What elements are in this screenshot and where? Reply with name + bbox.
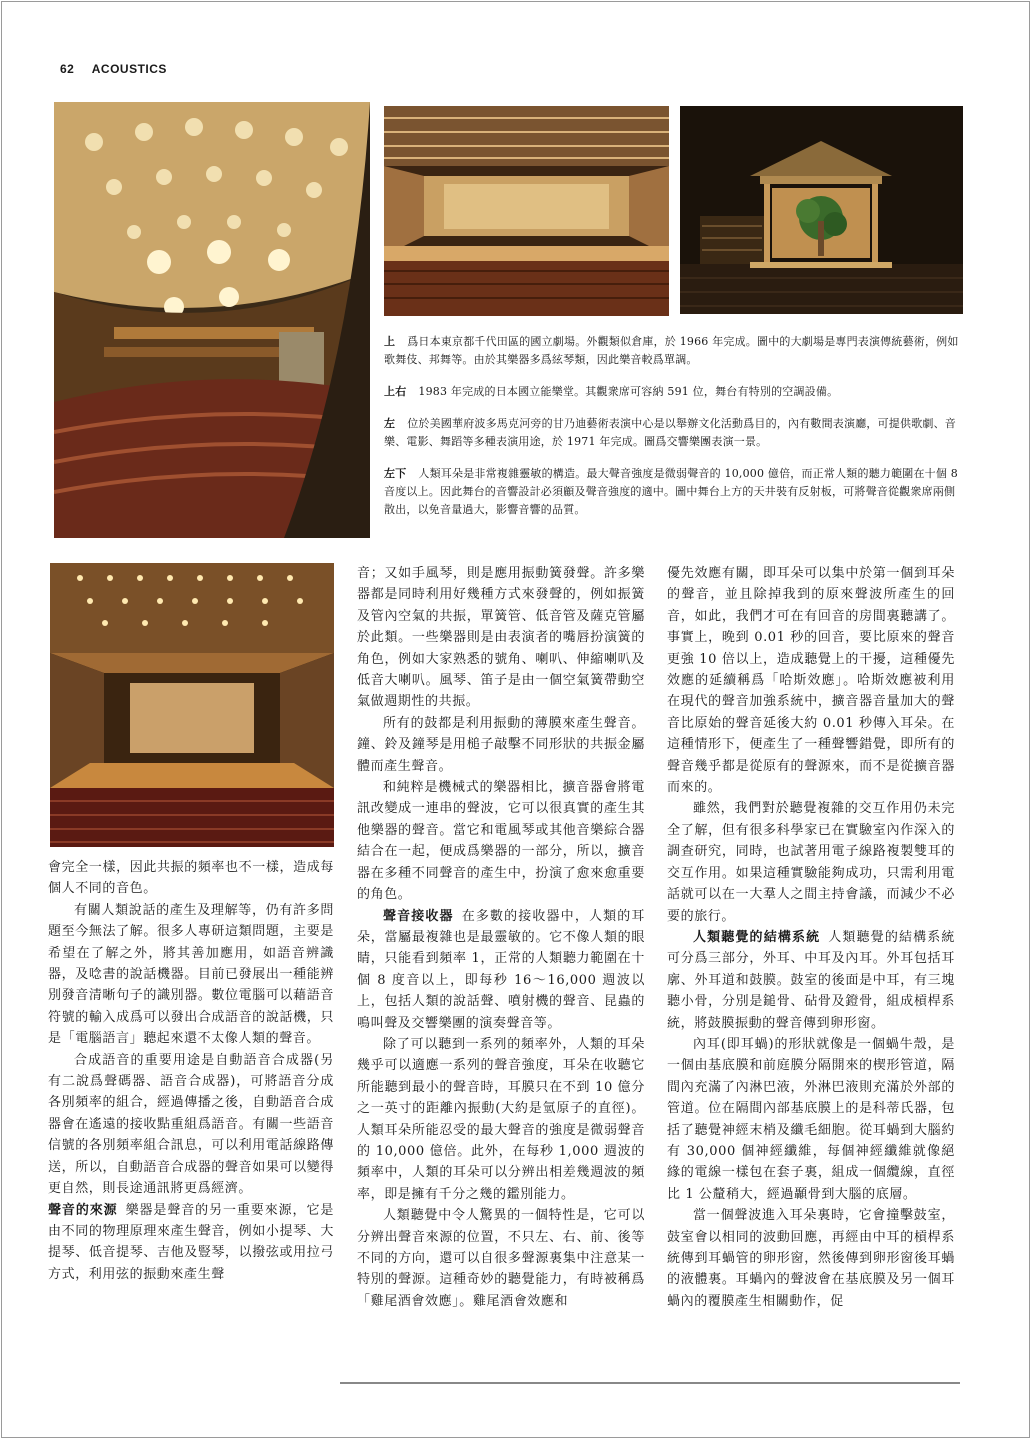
paragraph: 和純粹是機械式的樂器相比，擴音器會將電訊改變成一連串的聲波，它可以很真實的產生其他樂器的聲音。當它和電風琴或其他音樂綜合器結合在一起，便成爲樂器的一部分，所以，擴音器在多種不同聲音的產生中，扮演了愈來愈重要的角色。 [357,780,645,903]
paragraph: 所有的鼓都是利用振動的薄膜來產生聲音。鐘、鈴及鐘琴是用槌子敲擊不同形狀的共振金屬體而產生聲音。 [357,715,645,774]
concert-hall-photo [54,102,370,538]
paragraph: 會完全一樣，因此共振的頻率也不一樣，造成每個人不同的音色。 [48,860,334,897]
paragraph: 人類聽覺的結構系統 人類聽覺的結構系統可分爲三部分，外耳、中耳及內耳。外耳包括耳廓、外耳道和鼓膜。鼓室的後面是中耳，有三塊聽小骨，分別是鎚骨、砧骨及鐙骨，組成槓桿系統，將鼓膜振動的聲音傳到卵形窗。 [667,929,955,1031]
section-title: ACOUSTICS [91,62,167,76]
caption-top: 上 爲日本東京都千代田區的國立劇場。外觀類似倉庫，於 1966 年完成。圖中的大劇場是專門表演傳統藝術，例如歌舞伎、邦舞等。由於其樂器多爲絃琴類，因此樂音較爲單調。 [384,335,959,366]
paragraph: 除了可以聽到一系列的頻率外，人類的耳朵幾乎可以適應一系列的聲音強度，耳朵在收聽它所能聽到最小的聲音時，耳膜只在不到 10 億分之一英寸的距離內振動(大約是氫原子的直徑)。人類耳朵所能忍受的最大聲音的強度是微弱聲音的 10,000 億倍。此外，在每秒 1,000 週波的頻率中，人類的耳朵可以分辨出相差幾週波的頻率，即是擁有千分之幾的鑑別能力。 [357,1036,645,1202]
paragraph: 雖然，我們對於聽覺複雜的交互作用仍未完全了解，但有很多科學家已在實驗室內作深入的調查研究，同時，也試著用電子線路複製雙耳的交互作用。如果這種實驗能夠成功，只需利用電話就可以在一大羣人之間主持會議，而減少不必要的旅行。 [667,801,955,924]
caption-top-right: 上右 1983 年完成的日本國立能樂堂。其觀衆席可容納 591 位，舞台有特別的空調設備。 [384,385,839,398]
paragraph: 內耳(即耳蝸)的形狀就像是一個蝸牛殼，是一個由基底膜和前庭膜分隔開來的楔形管道，隔間內充滿了內淋巴液，外淋巴液則充滿於外部的管道。位在隔間內部基底膜上的是科蒂氏器，包括了聽覺神經末梢及纖毛細胞。從耳蝸到大腦約有 30,000 個神經纖維，每個神經纖維就像絕緣的電線一樣包在套子裏，組成一個纜線，直徑比 1 公釐稍大，經過顳骨到大腦的底層。 [667,1036,955,1202]
paragraph: 優先效應有關，即耳朵可以集中於第一個到耳朵的聲音，並且除掉我到的原來聲波所產生的回音，如此，我們才可在有回音的房間裏聽講了。事實上，晚到 0.01 秒的回音，要比原來的聲音更強 10 倍以上，造成聽覺上的干擾，這種優先效應的延續稱爲「哈斯效應」。哈斯效應被利用在現代的聲音加強系統中，擴音器音量加大的聲音比原始的聲音延後大約 0.01 秒傳入耳朵。在這種情形下，便產生了一種聲響錯覺，即所有的聲音幾乎都是從原有的聲源來，而不是從擴音器而來的。 [667,566,955,796]
paragraph: 有關人類說話的產生及理解等，仍有許多問題至今無法了解。很多人專研這類問題，主要是希望在了解之外，將其善加應用，如語音辨識器，及唸書的說話機器。目前已發展出一種能辨別發音清晰句子的識別器。數位電腦可以藉語音符號的輸入成爲可以發出合成語音的說話機，只是「電腦語言」聽起來還不太像人類的聲音。 [48,902,334,1047]
noh-theatre-photo [680,106,963,314]
running-header [60,62,167,76]
bottom-rule [340,1382,960,1384]
page-number: 62 [60,62,75,76]
caption-bottom-left: 左下 人類耳朵是非常複雜靈敏的構造。最大聲音強度是微弱聲音的 10,000 億倍，而正常人類的聽力範圍在十個 8 音度以上。因此舞台的音響設計必須顧及聲音強度的適中。圖中舞台上方的天井裝有反射板，可將聲音從觀衆席兩側散出，以免音量過大，影響音響的品質。 [384,467,958,516]
body-column-2 [357,563,645,1312]
body-column-3 [667,563,955,1312]
paragraph: 當一個聲波進入耳朵裏時，它會撞擊鼓室，鼓室會以相同的波動回應，再經由中耳的槓桿系統傳到耳蝸管的卵形窗，然後傳到卵形窗後耳蝸的液體裏。耳蝸內的聲波會在基底膜及另一個耳蝸內的覆膜產生相關動作，促 [667,1208,955,1309]
auditorium-stage-photo [50,563,334,847]
national-theatre-photo [384,106,669,316]
paragraph: 音；又如手風琴，則是應用振動簧發聲。許多樂器都是同時利用好幾種方式來發聲的，例如振簧及管內空氣的共振，單簧管、低音管及薩克管屬於此類。一些樂器則是由表演者的嘴唇扮演簧的角色，例如大家熟悉的號角、喇叭、伸縮喇叭及低音大喇叭。風琴、笛子是由一個空氣簧帶動空氣做週期性的共振。 [357,566,645,710]
caption-left: 左 位於美國華府波多馬克河旁的甘乃迪藝術表演中心是以舉辦文化活動爲目的，內有數間表演廳，可提供歌劇、音樂、電影、舞蹈等多種表演用途，於 1971 年完成。圖爲交響樂團表演一景。 [384,417,956,448]
section-heading: 聲音接收器 [383,908,454,924]
paragraph: 人類聽覺中令人驚異的一個特性是，它可以分辨出聲音來源的位置，不只左、右、前、後等不同的方向，還可以自很多聲源裏集中注意某一特別的聲源。這種奇妙的聽覺能力，有時被稱爲「雞尾酒會效應」。雞尾酒會效應和 [357,1208,645,1309]
section-heading: 聲音的來源 [48,1202,118,1218]
paragraph: 合成語音的重要用途是自動語音合成器(另有二說爲聲碼器、語音合成器)，可將語音分成各別頻率的組合，經過傳播之後，自動語音合成器會在遙遠的接收點重組爲語音。有關一些語音信號的各別頻率組合訊息，可以利用電話線路傳送，所以，自動語音合成器的聲音如果可以變得更自然，則長途通訊將更爲經濟。 [48,1052,334,1197]
photo-captions [384,333,964,533]
section-heading: 人類聽覺的結構系統 [693,929,821,945]
paragraph: 聲音接收器 在多數的接收器中，人類的耳朵，當屬最複雜也是最靈敏的。它不像人類的眼睛，只能看到頻率 1，正常的人類聽力範圍在十個 8 度音以上，即每秒 16～16,000 週波以上，包括人類的說話聲、噴射機的聲音、昆蟲的鳴叫聲及交響樂團的演奏聲音等。 [357,908,645,1031]
paragraph: 聲音的來源 樂器是聲音的另一重要來源，它是由不同的物理原理來產生聲音，例如小提琴、大提琴、低音提琴、吉他及豎琴，以撥弦或用拉弓方式，利用弦的振動來產生聲 [48,1202,334,1282]
body-column-1 [48,857,334,1285]
